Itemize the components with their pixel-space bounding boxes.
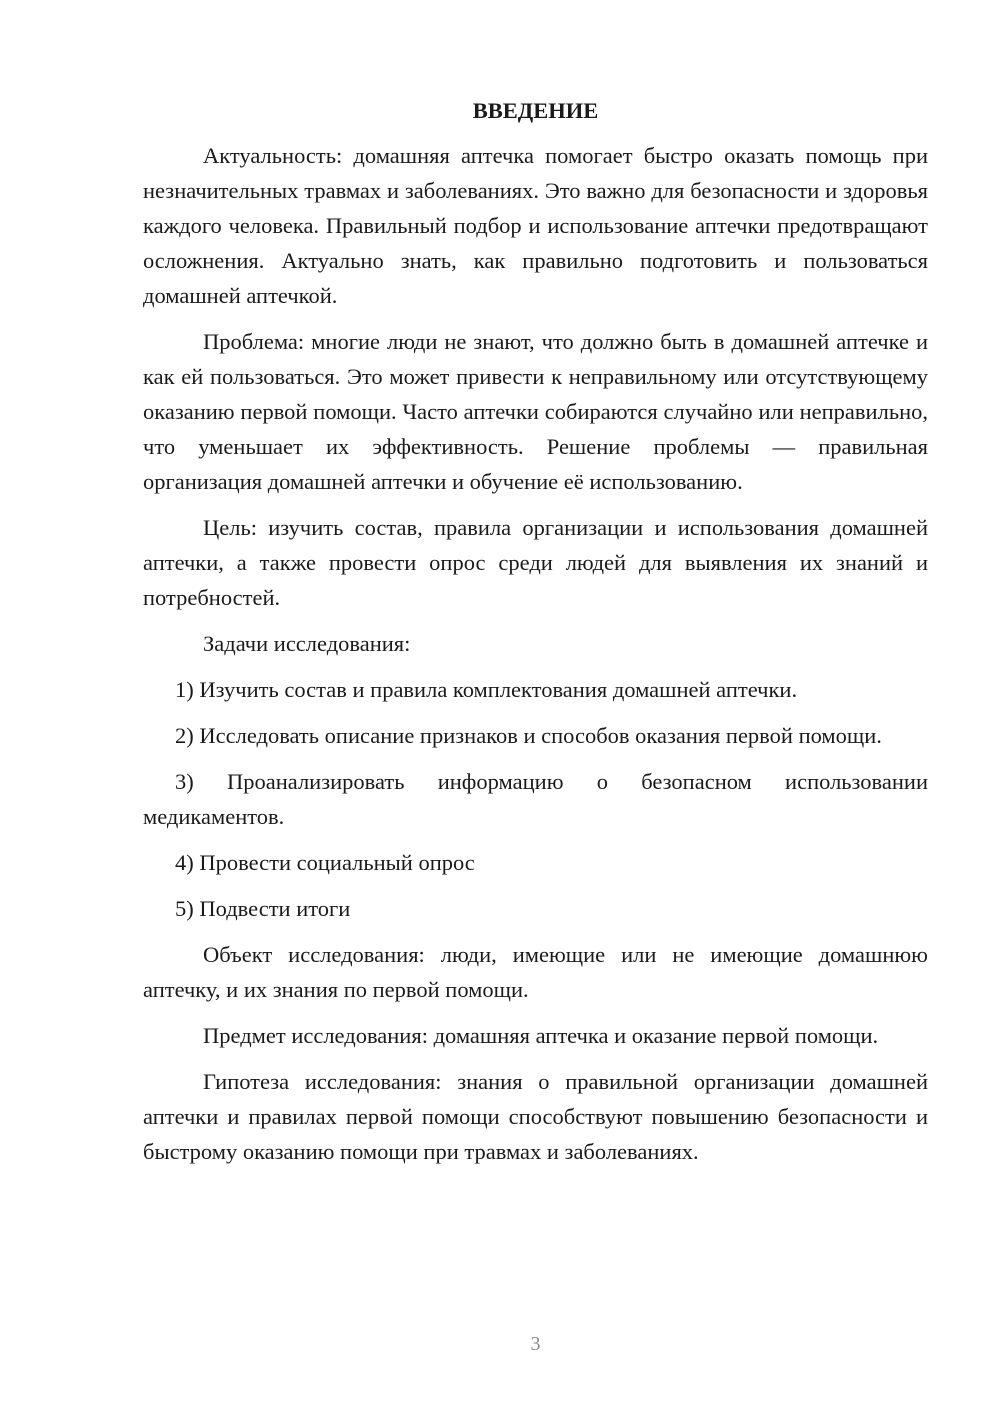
task-item-5: 5) Подвести итоги <box>175 896 351 921</box>
task-item-1: 1) Изучить состав и правила комплектования домашней аптечки. <box>175 677 798 702</box>
subject-paragraph: Предмет исследования: домашняя аптечка и оказание первой помощи. <box>203 1023 879 1048</box>
tasks-heading: Задачи исследования: <box>203 631 411 656</box>
section-title: ВВЕДЕНИЕ <box>472 98 599 123</box>
problem-paragraph: Проблема: многие люди не знают, что должно быть в домашней аптечке и как ей пользоваться. Это может привести к неправильному или отсутствующему оказанию первой помощи. Часто аптечки собираются случайно или неправильно, что уменьшает их эффективность. Решение проблемы — правильная организация домашней аптечки и обучение её использованию. <box>143 329 928 494</box>
hypothesis-paragraph: Гипотеза исследования: знания о правильной организации домашней аптечки и правилах первой помощи способствуют повышению безопасности и быстрому оказанию помощи при травмах и заболеваниях. <box>143 1069 928 1164</box>
document-body <box>143 96 928 1180</box>
task-item-4: 4) Провести социальный опрос <box>175 850 475 875</box>
task-item-2: 2) Исследовать описание признаков и способов оказания первой помощи. <box>175 723 882 748</box>
task-item-3: 3) Проанализировать информацию о безопасном использовании медикаментов. <box>143 769 928 829</box>
relevance-paragraph: Актуальность: домашняя аптечка помогает быстро оказать помощь при незначительных травмах и заболеваниях. Это важно для безопасности и здоровья каждого человека. Правильный подбор и использование аптечки предотвращают осложнения. Актуально знать, как правильно подготовить и пользоваться домашней аптечкой. <box>143 143 928 308</box>
goal-paragraph: Цель: изучить состав, правила организации и использования домашней аптечки, а также провести опрос среди людей для выявления их знаний и потребностей. <box>143 515 928 610</box>
object-paragraph: Объект исследования: люди, имеющие или не имеющие домашнюю аптечку, и их знания по первой помощи. <box>143 942 928 1002</box>
page-number: 3 <box>530 1333 541 1355</box>
